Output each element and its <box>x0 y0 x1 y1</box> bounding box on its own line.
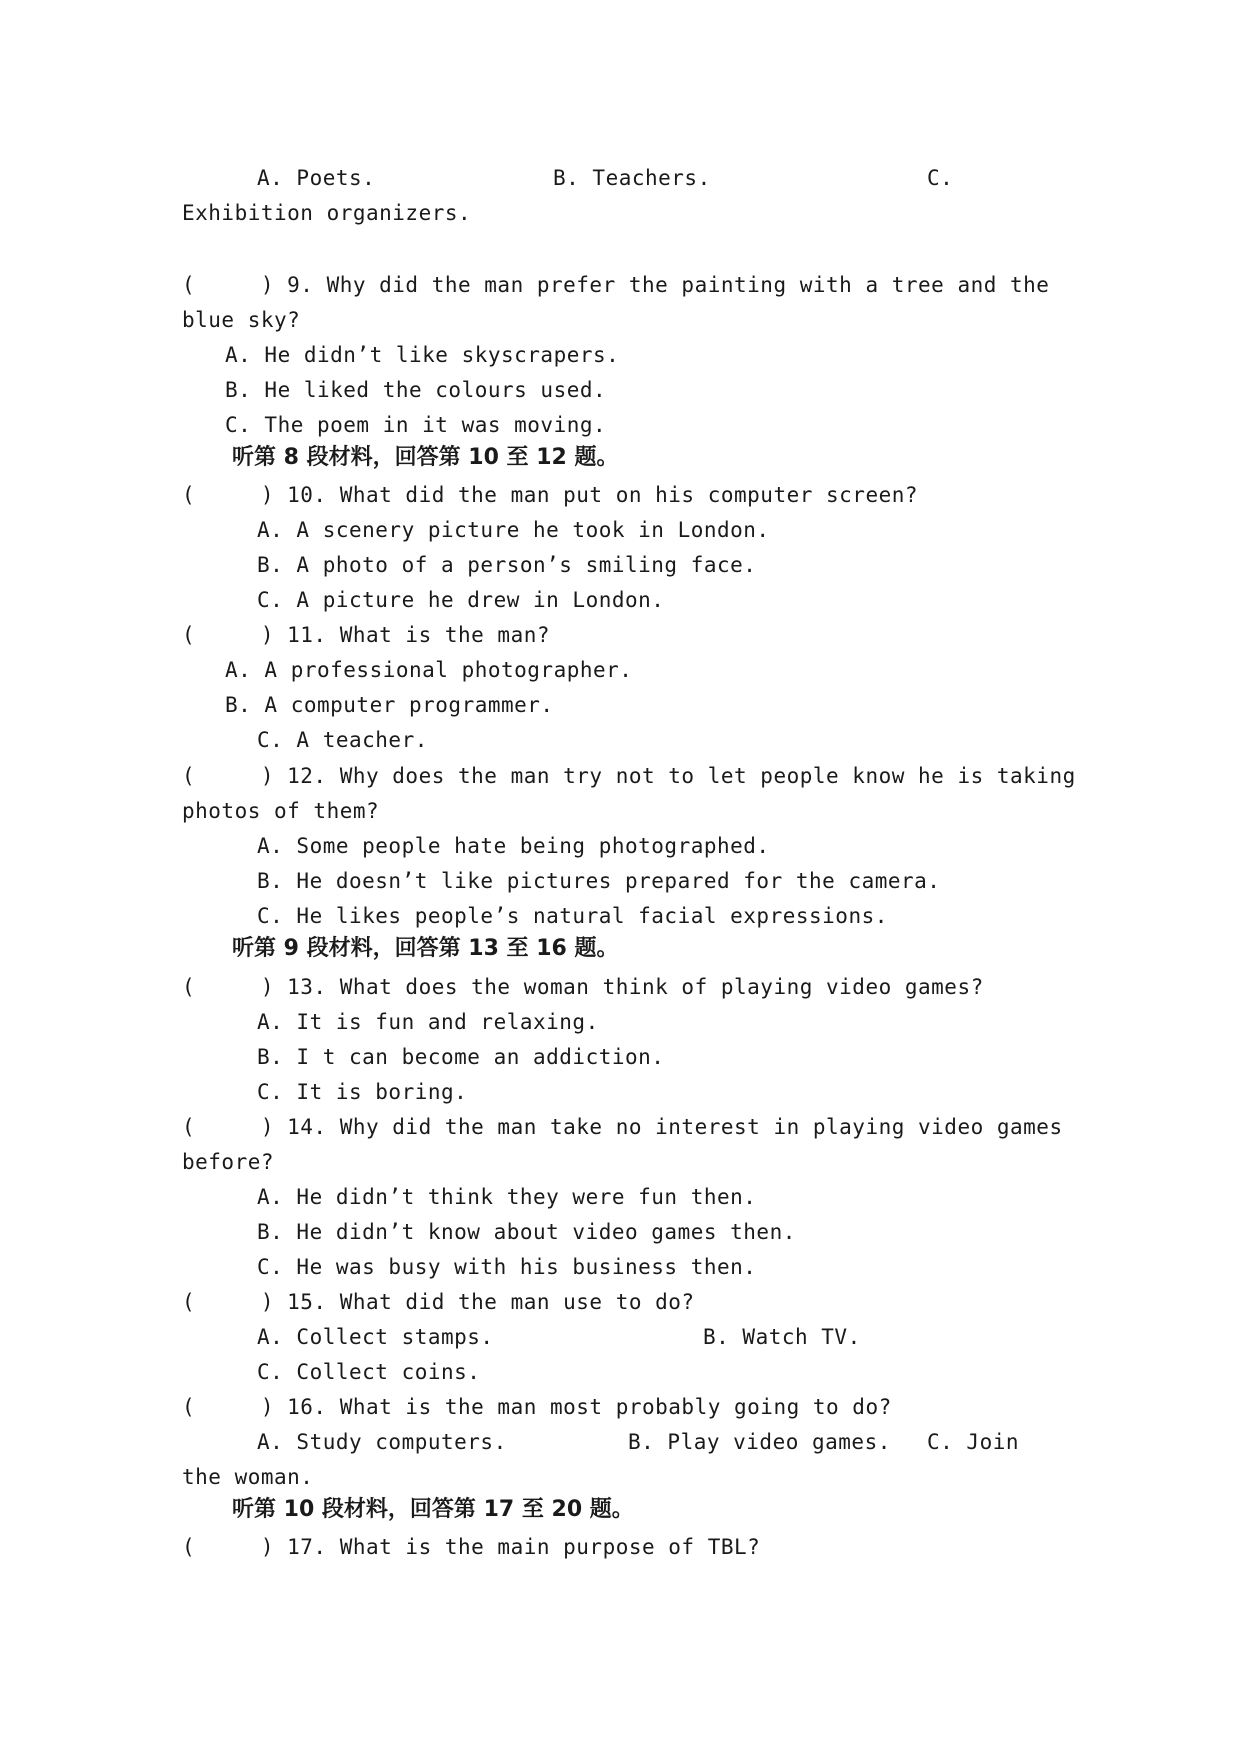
q13-option-c: C. It is boring. <box>257 1080 468 1104</box>
q10-option-c: C. A picture he drew in London. <box>257 588 665 612</box>
q15-option-b: B. Watch TV. <box>703 1325 861 1349</box>
q14-option-a: A. He didn’t think they were fun then. <box>257 1185 757 1209</box>
q11-option-c: C. A teacher. <box>257 728 428 752</box>
q12-option-b: B. He doesn’t like pictures prepared for the camera. <box>257 869 941 893</box>
q14-stem-line2: before? <box>182 1150 275 1174</box>
q12-stem-line2: photos of them? <box>182 799 380 823</box>
q17-stem: ( ) 17. What is the main purpose of TBL? <box>182 1535 761 1559</box>
q16-option-a: A. Study computers. <box>257 1430 507 1454</box>
q8-option-c-text: Exhibition organizers. <box>182 201 472 225</box>
q13-stem: ( ) 13. What does the woman think of playing video games? <box>182 975 984 999</box>
q16-stem: ( ) 16. What is the man most probably going to do? <box>182 1395 892 1419</box>
q14-option-b: B. He didn’t know about video games then. <box>257 1220 796 1244</box>
q13-option-b: B. I t can become an addiction. <box>257 1045 665 1069</box>
q9-stem-line2: blue sky? <box>182 308 301 332</box>
q16-option-b: B. Play video games. <box>628 1430 891 1454</box>
q9-stem-line1: ( ) 9. Why did the man prefer the painting with a tree and the <box>182 273 1050 297</box>
q14-option-c: C. He was busy with his business then. <box>257 1255 757 1279</box>
q8-option-b: B. Teachers. <box>553 166 711 190</box>
section-8-heading: 听第 8 段材料，回答第 10 至 12 题。 <box>232 445 619 470</box>
q8-option-c-label: C. <box>927 166 954 190</box>
q14-stem-line1: ( ) 14. Why did the man take no interest in playing video games <box>182 1115 1063 1139</box>
q11-stem: ( ) 11. What is the man? <box>182 623 551 647</box>
q11-option-b: B. A computer programmer. <box>225 693 554 717</box>
q16-option-c-cont: the woman. <box>182 1465 314 1489</box>
q9-option-a: A. He didn’t like skyscrapers. <box>225 343 620 367</box>
section-9-heading: 听第 9 段材料，回答第 13 至 16 题。 <box>232 936 619 961</box>
q13-option-a: A. It is fun and relaxing. <box>257 1010 599 1034</box>
q10-option-a: A. A scenery picture he took in London. <box>257 518 770 542</box>
section-10-heading: 听第 10 段材料，回答第 17 至 20 题。 <box>232 1497 634 1522</box>
q10-option-b: B. A photo of a person’s smiling face. <box>257 553 757 577</box>
q12-option-a: A. Some people hate being photographed. <box>257 834 770 858</box>
q8-option-a: A. Poets. <box>257 166 376 190</box>
q15-option-c: C. Collect coins. <box>257 1360 481 1384</box>
q10-stem: ( ) 10. What did the man put on his computer screen? <box>182 483 919 507</box>
q12-stem-line1: ( ) 12. Why does the man try not to let people know he is taking <box>182 764 1076 788</box>
q16-option-c: C. Join <box>927 1430 1020 1454</box>
q12-option-c: C. He likes people’s natural facial expressions. <box>257 904 888 928</box>
q15-option-a: A. Collect stamps. <box>257 1325 494 1349</box>
q9-option-b: B. He liked the colours used. <box>225 378 607 402</box>
q15-stem: ( ) 15. What did the man use to do? <box>182 1290 695 1314</box>
q9-option-c: C. The poem in it was moving. <box>225 413 607 437</box>
q11-option-a: A. A professional photographer. <box>225 658 633 682</box>
